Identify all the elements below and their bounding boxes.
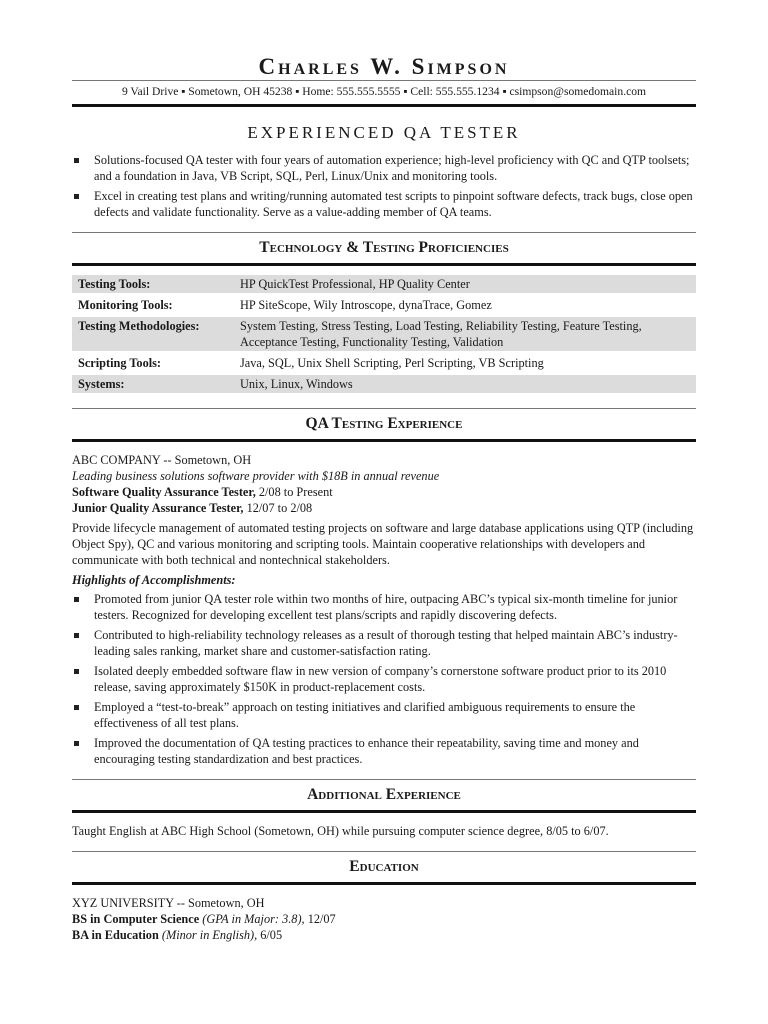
list-item: Promoted from junior QA tester role within two months of hire, outpacing ABC’s typical six-month timeline for junior testers. Recognized for developing excellent test plans/scripts and rapidly discovering defects. <box>72 591 696 623</box>
company: ABC COMPANY -- Sometown, OH <box>72 453 252 467</box>
table-row <box>72 296 696 314</box>
row-value: System Testing, Stress Testing, Load Testing, Reliability Testing, Feature Testing, Acceptance Testing, Functionality Testing, Validation <box>234 317 696 351</box>
row-label: Testing Tools: <box>72 275 234 293</box>
section-heading: Additional Experience <box>307 786 461 803</box>
divider <box>72 882 696 885</box>
degree-name: BA in Education <box>72 928 159 942</box>
row-label: Monitoring Tools: <box>78 298 173 312</box>
divider <box>72 104 696 107</box>
role-title: Junior Quality Assurance Tester, <box>72 501 244 515</box>
role <box>72 500 696 516</box>
proficiencies-section <box>72 232 696 396</box>
additional-text: Taught English at ABC High School (Sometown, OH) while pursuing computer science degree, 8/05 to 6/07. <box>72 824 609 838</box>
degree <box>72 911 696 927</box>
list-item: Employed a “test-to-break” approach on testing initiatives and clarified ambiguous requirements to ensure the effectiveness of all test plans. <box>72 699 696 731</box>
row-label: Systems: <box>72 375 234 393</box>
summary-item: Solutions-focused QA tester with four years of automation experience; high-level proficiency with QC and QTP toolsets; and a foundation in Java, VB Script, SQL, Perl, Linux/Unix and monitoring tools. <box>72 152 696 184</box>
table-row <box>72 375 696 393</box>
list-item: Isolated deeply embedded software flaw in new version of company’s cornerstone software product prior to its 2010 release, saving approximately $150K in product-replacement costs. <box>72 663 696 695</box>
highlights-list <box>72 591 696 767</box>
degree-note: (Minor in English), <box>158 928 258 942</box>
divider <box>72 439 696 442</box>
table-row <box>72 275 696 293</box>
degree-date: 6/05 <box>257 928 283 942</box>
resume-title: EXPERIENCED QA TESTER <box>247 123 521 142</box>
degree <box>72 927 696 943</box>
education-section <box>72 851 696 943</box>
job-description: Provide lifecycle management of automated testing projects on software and large database applications using QTP (including Object Spy), QC and various monitoring and scripting tools. Maintain cooperative relationships with developers and communicate with both technical and nontechnical stakeholders. <box>72 521 694 567</box>
row-label: Scripting Tools: <box>78 356 162 370</box>
proficiencies-table <box>72 272 696 396</box>
divider <box>72 810 696 813</box>
row-label: Testing Methodologies: <box>72 317 234 351</box>
list-item: Contributed to high-reliability technology releases as a result of thorough testing that helped maintain ABC’s industry-leading sales ranking, market share and customer-satisfaction rating. <box>72 627 696 659</box>
section-heading: Technology & Testing Proficiencies <box>259 239 509 256</box>
candidate-name: Charles W. Simpson <box>258 54 510 79</box>
role-dates: 2/08 to Present <box>255 485 333 499</box>
role-dates: 12/07 to 2/08 <box>243 501 313 515</box>
section-heading: QA Testing Experience <box>305 415 463 432</box>
row-value: Java, SQL, Unix Shell Scripting, Perl Scripting, VB Scripting <box>240 356 544 370</box>
degree-note: (GPA in Major: 3.8), <box>199 912 305 926</box>
degree-name: BS in Computer Science <box>72 912 200 926</box>
role <box>72 484 696 500</box>
row-value: HP SiteScope, Wily Introscope, dynaTrace, Gomez <box>240 298 492 312</box>
table-row <box>72 354 696 372</box>
list-item: Improved the documentation of QA testing practices to enhance their repeatability, saving time and money and encouraging testing standardization and best practices. <box>72 735 696 767</box>
summary-list <box>72 152 696 220</box>
additional-section <box>72 779 696 839</box>
section-heading: Education <box>349 858 419 875</box>
highlights-label: Highlights of Accomplishments: <box>72 573 236 587</box>
experience-section <box>72 408 696 767</box>
divider <box>72 263 696 266</box>
contact-info: 9 Vail Drive ▪ Sometown, OH 45238 ▪ Home: 555.555.5555 ▪ Cell: 555.555.1234 ▪ csimpson@somedomain.com <box>121 85 647 98</box>
degree-date: 12/07 <box>304 912 336 926</box>
company-tagline: Leading business solutions software provider with $18B in annual revenue <box>72 469 440 483</box>
role-title: Software Quality Assurance Tester, <box>72 485 256 499</box>
table-row <box>72 317 696 351</box>
row-value: Unix, Linux, Windows <box>234 375 696 393</box>
summary-item: Excel in creating test plans and writing/running automated test scripts to pinpoint software defects, track bugs, close open defects and validate functionality. Serve as a value-adding member of QA teams. <box>72 188 696 220</box>
row-value: HP QuickTest Professional, HP Quality Center <box>234 275 696 293</box>
school: XYZ UNIVERSITY -- Sometown, OH <box>72 896 265 910</box>
